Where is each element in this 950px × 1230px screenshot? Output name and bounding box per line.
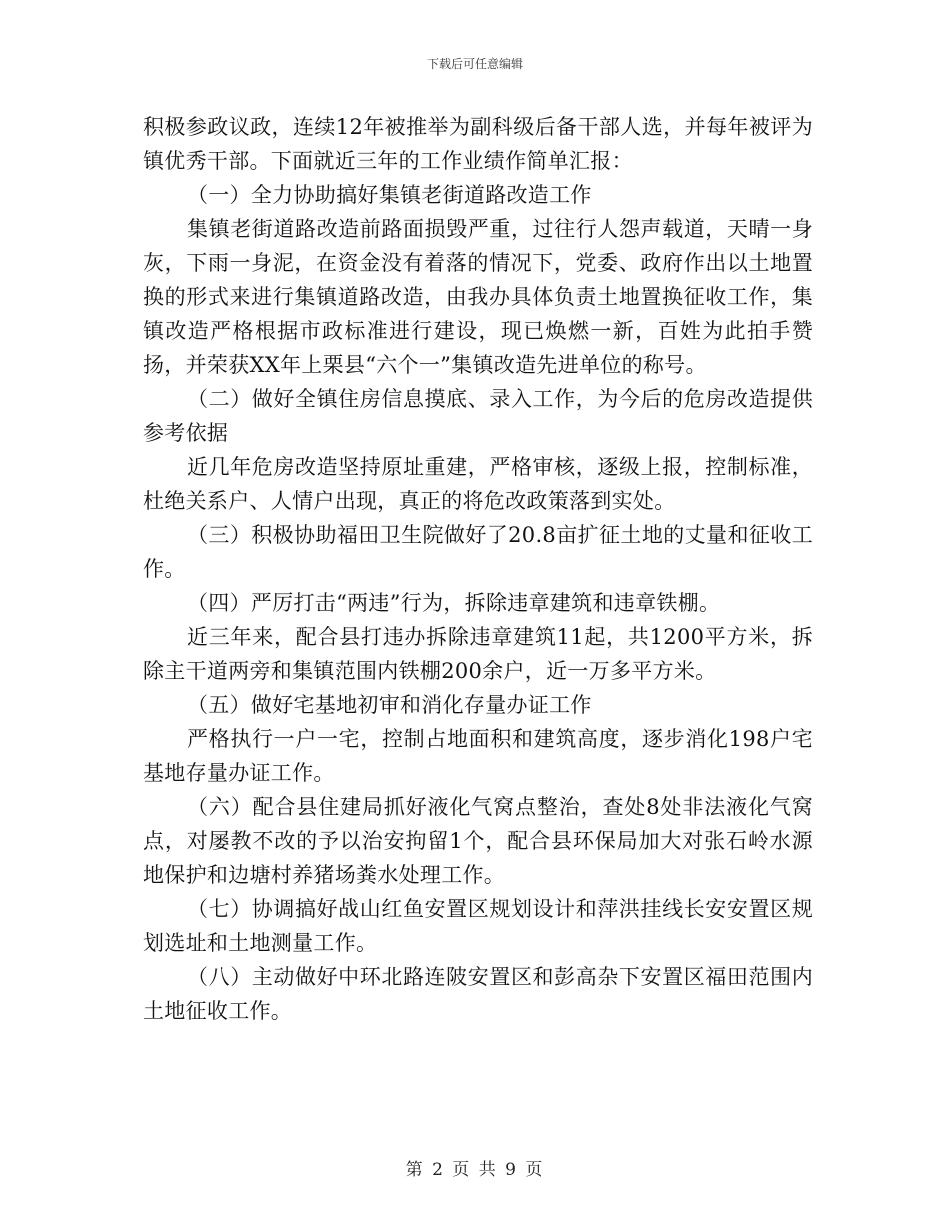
section-heading-3: （三）积极协助福田卫生院做好了20.8亩扩征土地的丈量和征收工作。	[143, 523, 813, 581]
section-heading-1: （一）全力协助搞好集镇老街道路改造工作	[187, 183, 592, 207]
paragraph: 近三年来，配合县打违办拆除违章建筑11起，共1200平方米，拆除主干道两旁和集镇范围内铁棚200余户，近一万多平方米。	[143, 625, 813, 683]
paragraph: 集镇老街道路改造前路面损毁严重，过往行人怨声载道，天晴一身灰，下雨一身泥，在资金没有着落的情况下，党委、政府作出以土地置换的形式来进行集镇道路改造，由我办具体负责土地置换征收工作，集镇改造严格根据市政标准进行建设，现已焕燃一新，百姓为此拍手赞扬，并荣获XX年上栗县“六个一”集镇改造先进单位的称号。	[143, 217, 813, 377]
page-footer: 第 2 页 共 9 页	[405, 1160, 545, 1180]
paragraph: 严格执行一户一宅，控制占地面积和建筑高度，逐步消化198户宅基地存量办证工作。	[143, 727, 813, 785]
paragraph: 积极参政议政，连续12年被推举为副科级后备干部人选，并每年被评为镇优秀干部。下面就近三年的工作业绩作简单汇报：	[143, 115, 813, 173]
section-heading-2: （二）做好全镇住房信息摸底、录入工作，为今后的危房改造提供参考依据	[143, 387, 813, 445]
section-heading-4: （四）严厉打击“两违”行为，拆除违章建筑和违章铁棚。	[187, 591, 721, 615]
document-body	[143, 110, 813, 1028]
paragraph: 近几年危房改造坚持原址重建，严格审核，逐级上报，控制标准，杜绝关系户、人情户出现，真正的将危改政策落到实处。	[143, 455, 813, 513]
section-heading-6: （六）配合县住建局抓好液化气窝点整治，查处8处非法液化气窝点，对屡教不改的予以治安拘留1个，配合县环保局加大对张石岭水源地保护和边塘村养猪场粪水处理工作。	[143, 795, 813, 887]
section-heading-8: （八）主动做好中环北路连陂安置区和彭高杂下安置区福田范围内土地征收工作。	[143, 965, 813, 1023]
page-header: 下载后可任意编辑	[426, 57, 523, 71]
section-heading-7: （七）协调搞好战山红鱼安置区规划设计和萍洪挂线长安安置区规划选址和土地测量工作。	[143, 897, 813, 955]
section-heading-5: （五）做好宅基地初审和消化存量办证工作	[187, 693, 592, 717]
